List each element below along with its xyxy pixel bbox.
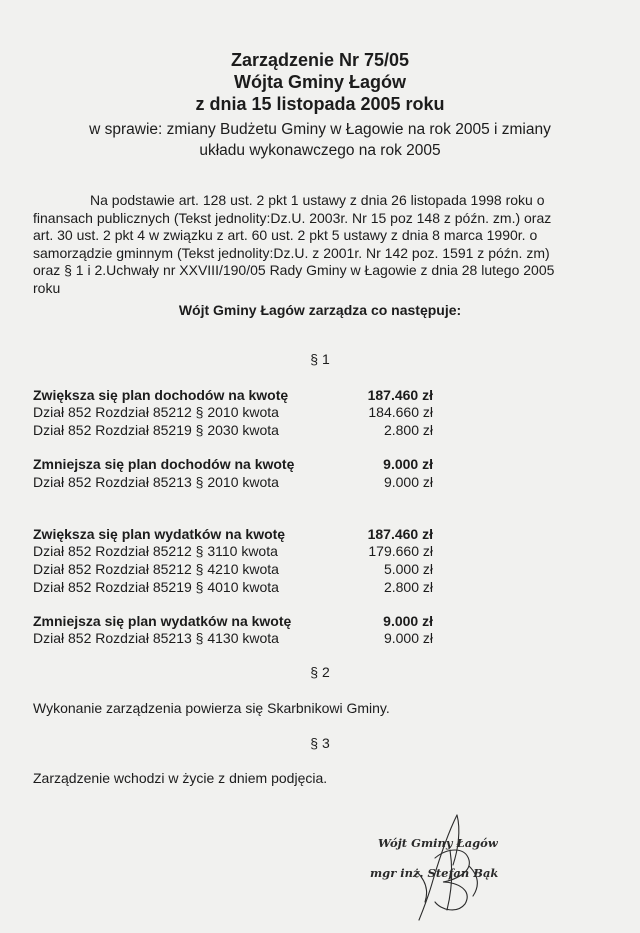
budget-row-label: Dział 852 Rozdział 85219 § 4010 kwota: [33, 579, 279, 595]
budget-heading-label: Zwiększa się plan dochodów na kwotę: [33, 387, 289, 403]
budget-row-label: Dział 852 Rozdział 85212 § 3110 kwota: [33, 543, 278, 559]
budget-row: [33, 542, 433, 560]
budget-row-label: Dział 852 Rozdział 85213 § 4130 kwota: [33, 630, 279, 646]
preamble-line: oraz § 1 i 2.Uchwały nr XXVIII/190/05 Rady Gminy w Łagowie z dnia 28 lutego 2005: [33, 262, 555, 279]
section-3-text: Zarządzenie wchodzi w życie z dniem podjęcia.: [33, 770, 328, 786]
budget-row: [33, 473, 433, 491]
budget-row: [33, 421, 433, 439]
preamble-line: art. 30 ust. 2 pkt 4 w związku z art. 60 ust. 2 pkt 5 ustawy z dnia 8 marca 1990r. o: [33, 227, 538, 244]
budget-heading-total: 9.000 zł: [383, 613, 433, 629]
preamble-paragraph: [33, 192, 613, 298]
document-issuer: Wójta Gminy Łagów: [233, 72, 406, 92]
decree-statement: Wójt Gminy Łagów zarządza co następuje:: [178, 302, 462, 318]
budget-row: [33, 403, 433, 421]
budget-row-amount: 9.000 zł: [383, 630, 433, 646]
document-subject-line1: w sprawie: zmiany Budżetu Gminy w Łagowie na rok 2005 i zmiany: [89, 121, 551, 138]
budget-row: [33, 560, 433, 578]
budget-row-amount: 2.800 zł: [383, 422, 433, 438]
budget-heading-label: Zmniejsza się plan dochodów na kwotę: [33, 456, 295, 472]
budget-heading-total: 9.000 zł: [383, 456, 433, 472]
budget-group-heading: [33, 612, 433, 630]
budget-row-label: Dział 852 Rozdział 85213 § 2010 kwota: [33, 474, 279, 490]
section-3-mark: § 3: [310, 735, 330, 751]
budget-row-label: Dział 852 Rozdział 85219 § 2030 kwota: [33, 422, 279, 438]
document-date: z dnia 15 listopada 2005 roku: [195, 94, 445, 114]
budget-group-heading: [33, 525, 433, 543]
document-title: Zarządzenie Nr 75/05: [230, 50, 410, 70]
signature-stamp-title: Wójt Gminy Łagów: [378, 836, 498, 850]
handwritten-signature-icon: [395, 810, 505, 925]
budget-row-amount: 2.800 zł: [383, 579, 433, 595]
budget-group-heading: [33, 386, 433, 404]
section-2-mark: § 2: [310, 664, 330, 680]
budget-row: [33, 629, 433, 647]
section-1-mark: § 1: [310, 351, 330, 367]
budget-row-label: Dział 852 Rozdział 85212 § 2010 kwota: [33, 404, 279, 420]
preamble-line: finansach publicznych (Tekst jednolity:Dz.U. 2003r. Nr 15 poz 148 z późn. zm.) oraz: [33, 209, 552, 226]
budget-heading-label: Zwiększa się plan wydatków na kwotę: [33, 526, 286, 542]
budget-row: [33, 578, 433, 596]
budget-group-heading: [33, 455, 433, 473]
budget-row-amount: 5.000 zł: [383, 561, 433, 577]
budget-row-label: Dział 852 Rozdział 85212 § 4210 kwota: [33, 561, 279, 577]
preamble-line: Na podstawie art. 128 ust. 2 pkt 1 ustawy z dnia 26 listopada 1998 roku o: [90, 192, 545, 208]
budget-row-amount: 184.660 zł: [368, 404, 433, 420]
budget-heading-total: 187.460 zł: [367, 387, 433, 403]
budget-heading-total: 187.460 zł: [367, 526, 433, 542]
budget-row-amount: 179.660 zł: [368, 543, 433, 559]
document-subject-line2: układu wykonawczego na rok 2005: [199, 142, 441, 159]
preamble-line: samorządzie gminnym (Tekst jednolity:Dz.U. z 2001r. Nr 142 poz. 1591 z późn. zm): [33, 244, 550, 261]
budget-row-amount: 9.000 zł: [383, 474, 433, 490]
section-2-text: Wykonanie zarządzenia powierza się Skarbnikowi Gminy.: [33, 700, 390, 716]
preamble-line: roku: [33, 279, 61, 296]
signature-stamp-name: mgr inż. Stefan Bąk: [370, 866, 499, 880]
budget-heading-label: Zmniejsza się plan wydatków na kwotę: [33, 613, 292, 629]
